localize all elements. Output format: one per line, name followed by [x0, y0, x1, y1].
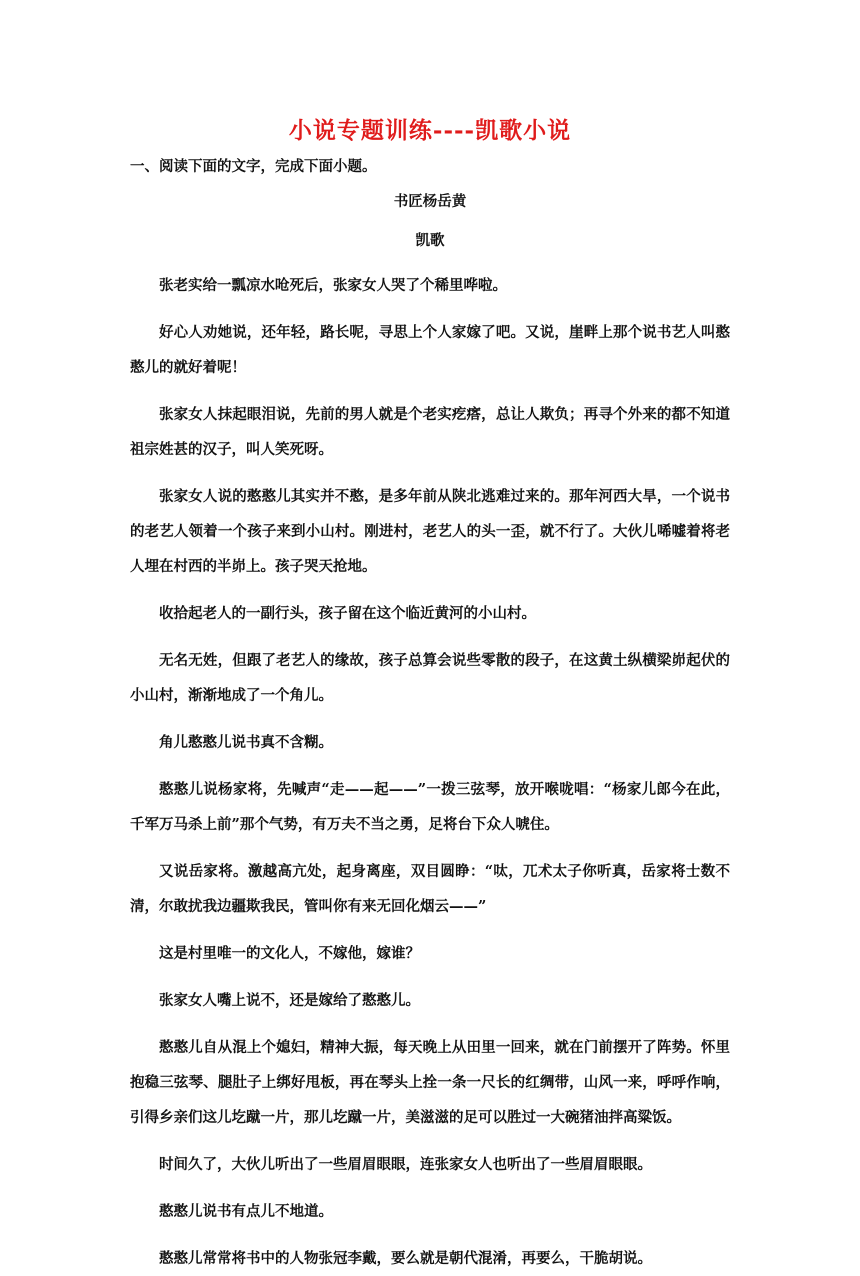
paragraph: 收拾起老人的一副行头，孩子留在这个临近黄河的小山村。 — [159, 605, 536, 622]
paragraph: 张老实给一瓢凉水呛死后，张家女人哭了个稀里哗啦。 — [159, 277, 507, 294]
paragraph: 憨憨儿常常将书中的人物张冠李戴，要么就是朝代混淆，再要么，干脆胡说。 — [159, 1250, 652, 1267]
paragraph: 这是村里唯一的文化人，不嫁他，嫁谁？ — [159, 945, 420, 962]
paragraph: 张家女人抹起眼泪说，先前的男人就是个老实疙瘩，总让人欺负；再寻个外来的都不知道祖宗姓甚的汉子，叫人笑死呀。 — [130, 406, 730, 458]
story-body — [130, 268, 730, 1276]
document-title: 小说专题训练----凯歌小说 — [288, 117, 572, 144]
paragraph: 无名无姓，但跟了老艺人的缘故，孩子总算会说些零散的段子，在这黄土纵横梁峁起伏的小山村，渐渐地成了一个角儿。 — [130, 652, 730, 704]
paragraph: 时间久了，大伙儿听出了一些眉眉眼眼，连张家女人也听出了一些眉眉眼眼。 — [159, 1156, 652, 1173]
paragraph: 好心人劝她说，还年轻，路长呢，寻思上个人家嫁了吧。又说，崖畔上那个说书艺人叫憨憨儿的就好着呢！ — [130, 324, 730, 376]
paragraph: 张家女人嘴上说不，还是嫁给了憨憨儿。 — [159, 992, 420, 1009]
paragraph: 又说岳家将。激越高亢处，起身离座，双目圆睁：“呔，兀术太子你听真，岳家将士数不清，尔敢扰我边疆欺我民，管叫你有来无回化烟云——” — [130, 863, 730, 915]
story-title: 书匠杨岳黄 — [393, 193, 467, 210]
paragraph: 张家女人说的憨憨儿其实并不憨，是多年前从陕北逃难过来的。那年河西大旱，一个说书的老艺人领着一个孩子来到小山村。刚进村，老艺人的头一歪，就不行了。大伙儿唏嘘着将老人埋在村西的半峁上。孩子哭天抢地。 — [130, 488, 730, 575]
paragraph: 憨憨儿自从混上个媳妇，精神大振，每天晚上从田里一回来，就在门前摆开了阵势。怀里抱稳三弦琴、腿肚子上绑好甩板，再在琴头上拴一条一尺长的红绸带，山风一来，呼呼作响，引得乡亲们这儿圪蹴一片，那儿圪蹴一片，美滋滋的足可以胜过一大碗猪油拌高粱饭。 — [130, 1039, 730, 1126]
paragraph: 憨憨儿说杨家将，先喊声“走——起——”一拨三弦琴，放开喉咙唱：“杨家儿郎今在此，千军万马杀上前”那个气势，有万夫不当之勇，足将台下众人唬住。 — [130, 781, 730, 833]
section-heading: 一、阅读下面的文字，完成下面小题。 — [130, 158, 377, 175]
story-author: 凯歌 — [415, 232, 445, 249]
paragraph: 角儿憨憨儿说书真不含糊。 — [159, 734, 333, 751]
paragraph: 憨憨儿说书有点儿不地道。 — [159, 1203, 333, 1220]
